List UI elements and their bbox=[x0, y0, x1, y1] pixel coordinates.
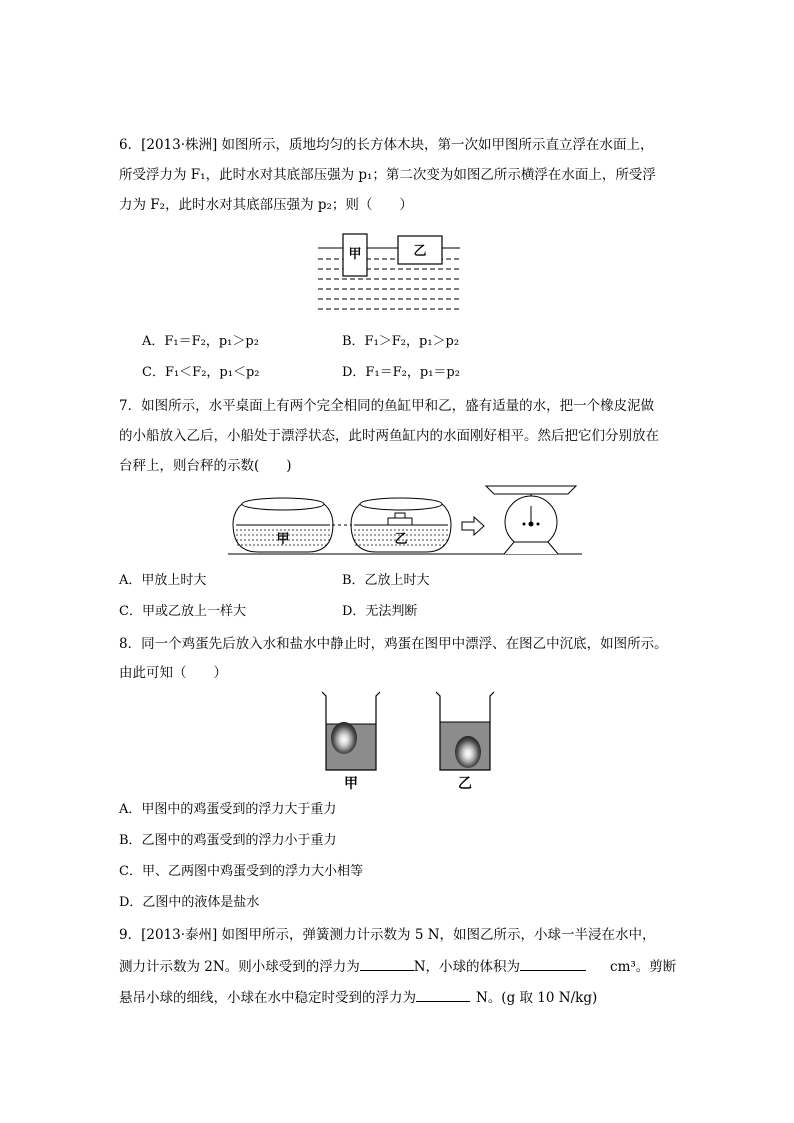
q7-arrow-icon bbox=[462, 517, 484, 535]
q9-line-2-text-c: cm³。剪断 bbox=[610, 959, 677, 975]
q8-beaker-jia bbox=[322, 692, 380, 770]
q6-option-a: A．F₁＝F₂，p₁＞p₂ bbox=[142, 334, 259, 349]
q8-beaker-yi bbox=[436, 692, 494, 770]
q9-line-2 bbox=[119, 957, 676, 976]
q9-line-2-text-b: N，小球的体积为 bbox=[413, 959, 521, 975]
q9-line-3 bbox=[119, 988, 597, 1007]
q6-label-yi: 乙 bbox=[413, 244, 427, 259]
q9-blank-buoyancy[interactable] bbox=[360, 957, 414, 971]
q8-option-b: B．乙图中的鸡蛋受到的浮力小于重力 bbox=[119, 833, 337, 848]
q9-line-2-text-a: 测力计示数为 2N。则小球受到的浮力为 bbox=[119, 959, 360, 975]
q6-line-3: 力为 F₂，此时水对其底部压强为 p₂；则（ ） bbox=[119, 197, 413, 213]
q8-egg-jia bbox=[331, 722, 357, 754]
q6-option-d: D．F₁＝F₂，p₁＝p₂ bbox=[342, 365, 460, 380]
q8-figure bbox=[318, 688, 502, 794]
q9-line-1: 9．[2013·泰州] 如图甲所示，弹簧测力计示数为 5 N，如图乙所示，小球一半浸在水中， bbox=[119, 927, 656, 943]
q8-line-1: 8．同一个鸡蛋先后放入水和盐水中静止时，鸡蛋在图甲中漂浮、在图乙中沉底，如图所示。 bbox=[119, 636, 668, 652]
q7-figure bbox=[228, 484, 582, 556]
q9-blank-volume[interactable] bbox=[520, 957, 586, 971]
q6-line-1: 6．[2013·株洲] 如图所示，质地均匀的长方体木块，第一次如甲图所示直立浮在水面上， bbox=[119, 137, 654, 153]
q7-label-yi: 乙 bbox=[394, 532, 408, 547]
q6-label-jia: 甲 bbox=[348, 247, 362, 262]
q6-option-c: C．F₁＜F₂，p₁＜p₂ bbox=[142, 365, 260, 380]
q9-line-3-text-b: N。(g 取 10 N/kg) bbox=[476, 990, 598, 1006]
q7-option-d: D．无法判断 bbox=[342, 604, 418, 619]
q6-line-2: 所受浮力为 F₁，此时水对其底部压强为 p₁；第二次变为如图乙所示横浮在水面上，所受浮 bbox=[119, 167, 656, 183]
q8-label-jia: 甲 bbox=[344, 776, 358, 792]
q7-line-2: 的小船放入乙后，小船处于漂浮状态，此时两鱼缸内的水面刚好相平。然后把它们分别放在 bbox=[119, 428, 659, 444]
q9-line-3-text-a: 悬吊小球的细线，小球在水中稳定时受到的浮力为 bbox=[119, 990, 416, 1006]
q8-label-yi: 乙 bbox=[458, 776, 472, 792]
q7-line-1: 7．如图所示，水平桌面上有两个完全相同的鱼缸甲和乙，盛有适量的水，把一个橡皮泥做 bbox=[119, 398, 655, 414]
q7-option-b: B．乙放上时大 bbox=[342, 573, 430, 588]
q6-option-b: B．F₁＞F₂，p₁＞p₂ bbox=[342, 334, 460, 349]
q8-line-2: 由此可知（ ） bbox=[119, 665, 227, 681]
q9-blank-stable-buoyancy[interactable] bbox=[416, 988, 470, 1002]
q8-egg-yi bbox=[455, 736, 481, 768]
q7-option-c: C．甲或乙放上一样大 bbox=[119, 604, 246, 619]
q7-boat bbox=[388, 518, 412, 525]
q7-label-jia: 甲 bbox=[276, 532, 290, 547]
q6-figure bbox=[318, 228, 460, 312]
q7-line-3: 台秤上，则台秤的示数( ) bbox=[119, 458, 292, 474]
q8-option-a: A．甲图中的鸡蛋受到的浮力大于重力 bbox=[119, 802, 337, 817]
q8-option-d: D．乙图中的液体是盐水 bbox=[119, 895, 260, 910]
q7-option-a: A．甲放上时大 bbox=[119, 573, 207, 588]
q8-option-c: C．甲、乙两图中鸡蛋受到的浮力大小相等 bbox=[119, 864, 363, 879]
